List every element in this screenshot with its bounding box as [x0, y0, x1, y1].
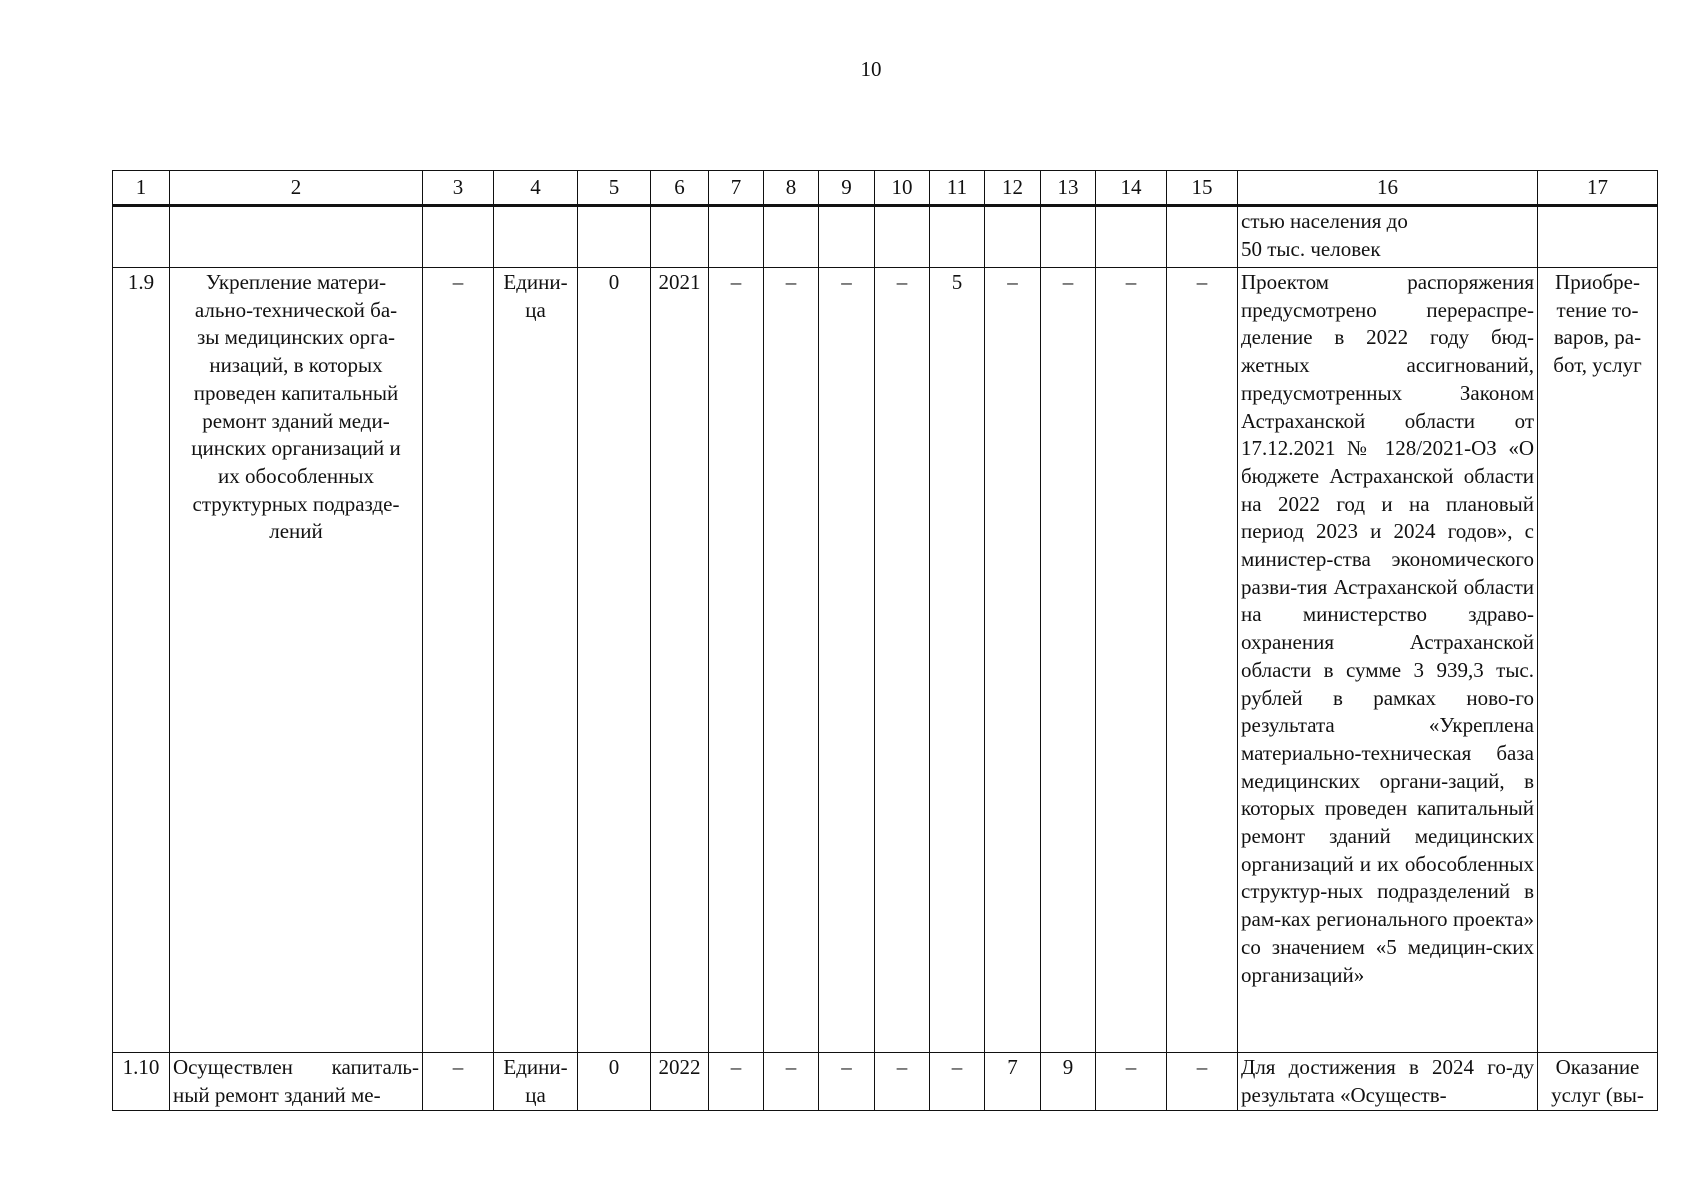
row-number-cell: 1.9 — [113, 268, 170, 1053]
table-cell: 0 — [578, 268, 651, 1053]
table-cell: 7 — [985, 1053, 1041, 1111]
header-row — [113, 171, 1658, 206]
justification-cell: Для достижения в 2024 го-ду результата «Осуществ- — [1238, 1053, 1538, 1111]
table-cell: – — [1041, 268, 1096, 1053]
unit-cell: Едини- ца — [494, 1053, 578, 1111]
table-cell — [1041, 206, 1096, 268]
column-header: 15 — [1167, 171, 1238, 206]
table-cell: – — [709, 1053, 764, 1111]
table-cell — [819, 206, 875, 268]
table-cell — [113, 206, 170, 268]
column-header: 5 — [578, 171, 651, 206]
table-cell: – — [1167, 268, 1238, 1053]
column-header: 11 — [930, 171, 985, 206]
table-cell: – — [423, 268, 494, 1053]
column-header: 14 — [1096, 171, 1167, 206]
column-header: 10 — [875, 171, 930, 206]
row-number-cell: 1.10 — [113, 1053, 170, 1111]
table-cell — [423, 206, 494, 268]
table-cell — [651, 206, 709, 268]
table-cell: 9 — [1041, 1053, 1096, 1111]
table-row — [113, 268, 1658, 1053]
column-header: 9 — [819, 171, 875, 206]
table-row-continuation — [113, 206, 1658, 268]
table-cell: – — [875, 1053, 930, 1111]
expense-type-cell: Оказание услуг (вы- — [1538, 1053, 1658, 1111]
column-header: 8 — [764, 171, 819, 206]
table-cell — [985, 206, 1041, 268]
column-header: 16 — [1238, 171, 1538, 206]
table-cell: – — [423, 1053, 494, 1111]
justification-cell: стью населения до 50 тыс. человек — [1238, 206, 1538, 268]
table-cell — [1167, 206, 1238, 268]
table-cell: – — [930, 1053, 985, 1111]
year-cell: 2022 — [651, 1053, 709, 1111]
column-header: 7 — [709, 171, 764, 206]
justification-cell: Проектом распоряжения предусмотрено перераспре-деление в 2022 году бюд-жетных ассигнований, предусмотренных Законом Астраханской области от 17.12.2021 № 128/2021-ОЗ «О бюджете Астраханской области на 2022 год и на плановый период 2023 и 2024 годов», с министер-ства экономического разви-тия Астраханской области на министерство здраво-охранения Астраханской области в сумме 3 939,3 тыс. рублей в рамках ново-го результата «Укреплена материально-техническая база медицинских органи-заций, в которых проведен капитальный ремонт зданий медицинских организаций и их обособленных структур-ных подразделений в рам-ках регионального проекта» со значением «5 медицин-ских организаций» — [1238, 268, 1538, 1053]
table-cell: – — [1167, 1053, 1238, 1111]
table-cell: – — [875, 268, 930, 1053]
table-cell: – — [764, 1053, 819, 1111]
table-cell: 0 — [578, 1053, 651, 1111]
indicator-name-cell: Осуществлен капиталь-ный ремонт зданий ме- — [170, 1053, 423, 1111]
column-header: 4 — [494, 171, 578, 206]
table-cell — [578, 206, 651, 268]
table-row — [113, 1053, 1658, 1111]
table-cell: – — [1096, 268, 1167, 1053]
table-cell: 5 — [930, 268, 985, 1053]
column-header: 3 — [423, 171, 494, 206]
page-number: 10 — [860, 57, 882, 81]
table-cell — [875, 206, 930, 268]
expense-type-cell: Приобре- тение то- варов, ра- бот, услуг — [1538, 268, 1658, 1053]
unit-cell: Едини- ца — [494, 268, 578, 1053]
table-cell: – — [764, 268, 819, 1053]
table-cell: – — [709, 268, 764, 1053]
column-header: 17 — [1538, 171, 1658, 206]
column-header: 13 — [1041, 171, 1096, 206]
table-cell — [170, 206, 423, 268]
column-header: 6 — [651, 171, 709, 206]
table-cell: – — [985, 268, 1041, 1053]
data-table — [112, 170, 1658, 1111]
indicator-name-cell: Укрепление матери- ально-технической ба- зы медицинских орга- низаций, в которых проведен капитальный ремонт зданий меди- цинских организаций и их обособленных структурных подразде- лений — [170, 268, 423, 1053]
table-cell — [1538, 206, 1658, 268]
year-cell: 2021 — [651, 268, 709, 1053]
table-cell — [930, 206, 985, 268]
table-cell — [1096, 206, 1167, 268]
table-cell — [494, 206, 578, 268]
column-header: 1 — [113, 171, 170, 206]
column-header: 2 — [170, 171, 423, 206]
table-cell — [764, 206, 819, 268]
table-cell: – — [819, 1053, 875, 1111]
table-cell: – — [1096, 1053, 1167, 1111]
column-header: 12 — [985, 171, 1041, 206]
table-cell — [709, 206, 764, 268]
table-cell: – — [819, 268, 875, 1053]
